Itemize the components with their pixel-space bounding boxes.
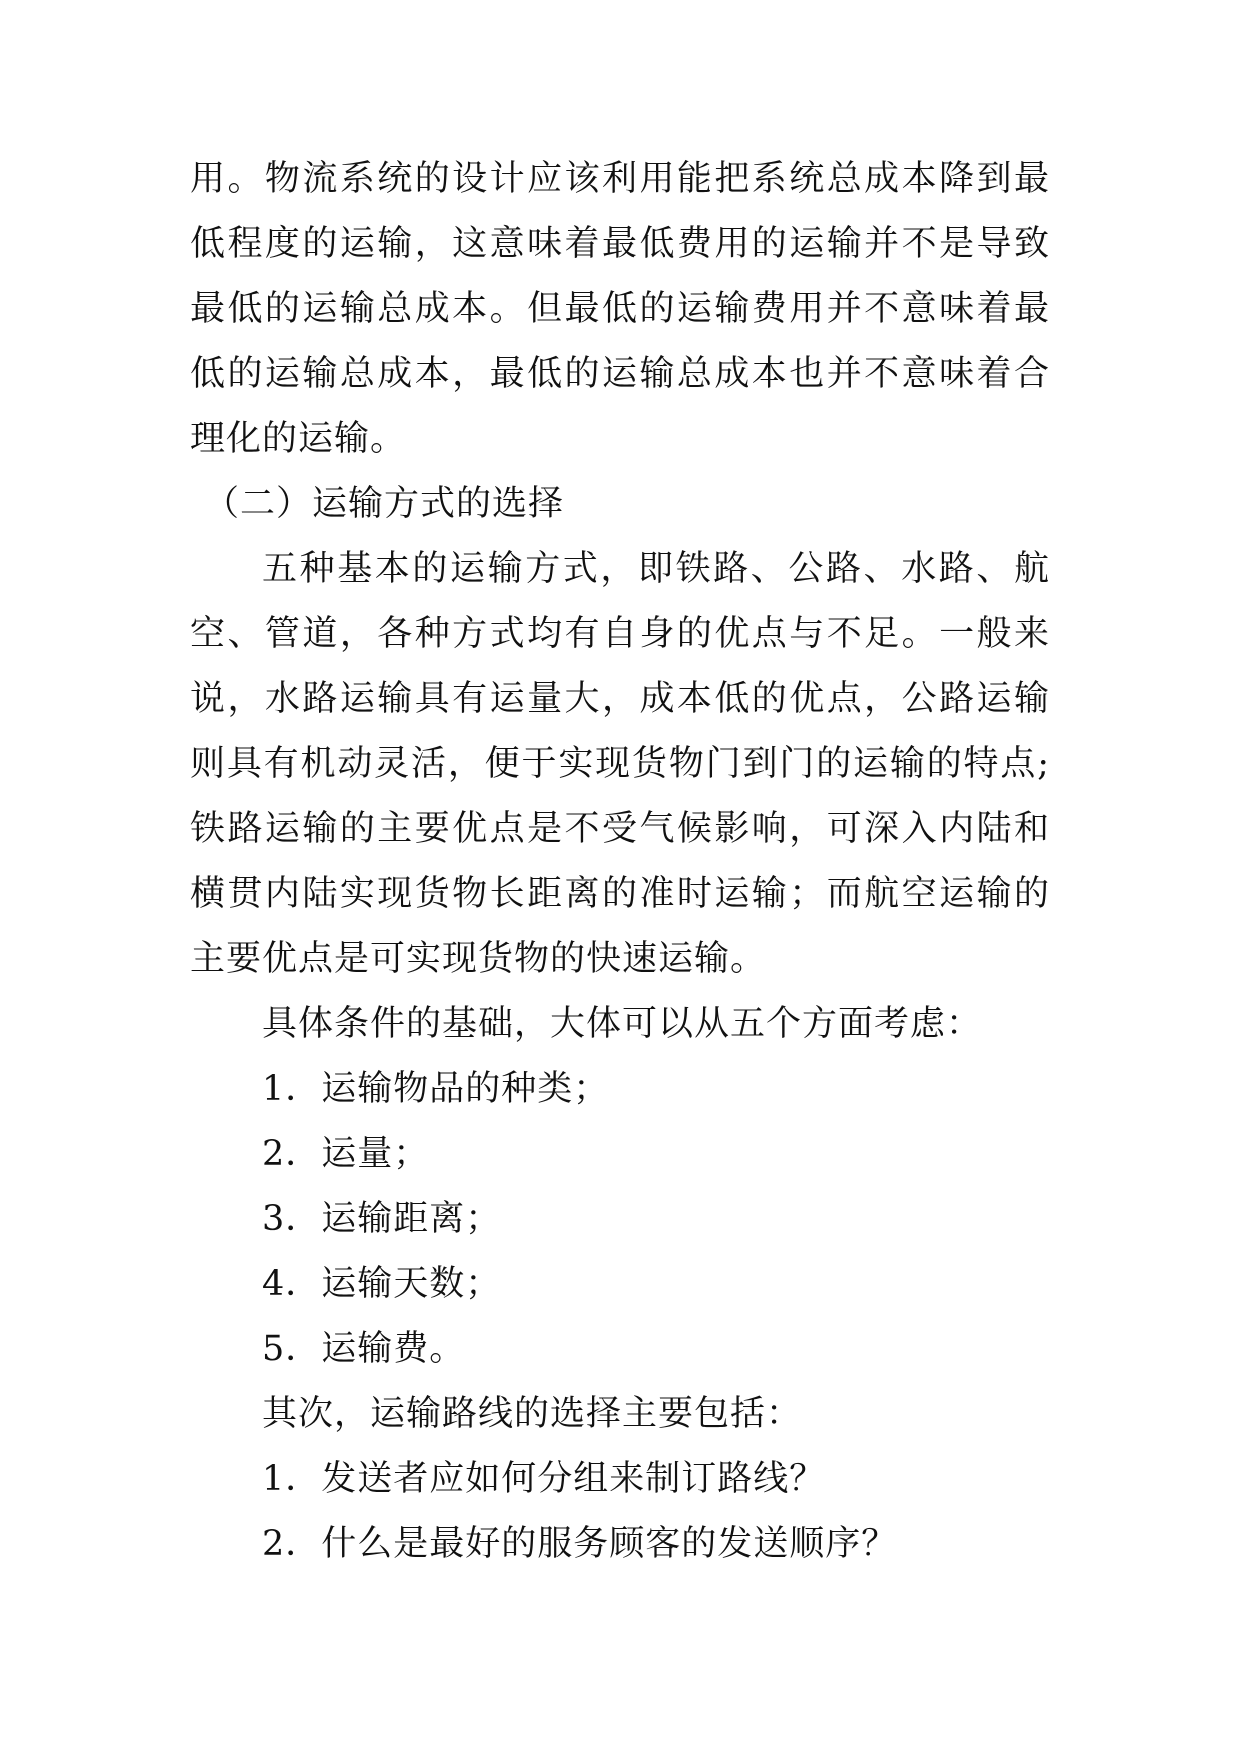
list-item: 4．运输天数； bbox=[262, 1264, 502, 1304]
transport-modes-paragraph: 五种基本的运输方式，即铁路、公路、水路、航空、管道，各种方式均有自身的优点与不足。一般来说，水路运输具有运量大，成本低的优点，公路运输则具有机动灵活，便于实现货物门到门的运输的特点;铁路运输的主要优点是不受气候影响，可深入内陆和横贯内陆实现货物长距离的准时运输；而航空运输的主要优点是可实现货物的快速运输。 bbox=[190, 549, 1050, 979]
list-item: 1．运输物品的种类； bbox=[262, 1069, 610, 1109]
list-item: 1．发送者应如何分组来制订路线？ bbox=[262, 1459, 826, 1499]
section-heading: （二）运输方式的选择 bbox=[204, 484, 565, 524]
body-text bbox=[190, 147, 1050, 1577]
paragraph-continuation: 用。物流系统的设计应该利用能把系统总成本降到最低程度的运输，这意味着最低费用的运输并不是导致最低的运输总成本。但最低的运输费用并不意味着最低的运输总成本，最低的运输总成本也并不意味着合理化的运输。 bbox=[190, 159, 1050, 459]
factors-intro: 具体条件的基础，大体可以从五个方面考虑： bbox=[262, 1004, 983, 1044]
routes-intro: 其次，运输路线的选择主要包括： bbox=[262, 1394, 803, 1434]
list-item: 2．运量； bbox=[262, 1134, 430, 1174]
route-questions-list bbox=[190, 1447, 1050, 1577]
list-item: 5．运输费。 bbox=[262, 1329, 466, 1369]
factors-list bbox=[190, 1057, 1050, 1382]
list-item: 3．运输距离； bbox=[262, 1199, 502, 1239]
list-item: 2．什么是最好的服务顾客的发送顺序？ bbox=[262, 1524, 898, 1564]
